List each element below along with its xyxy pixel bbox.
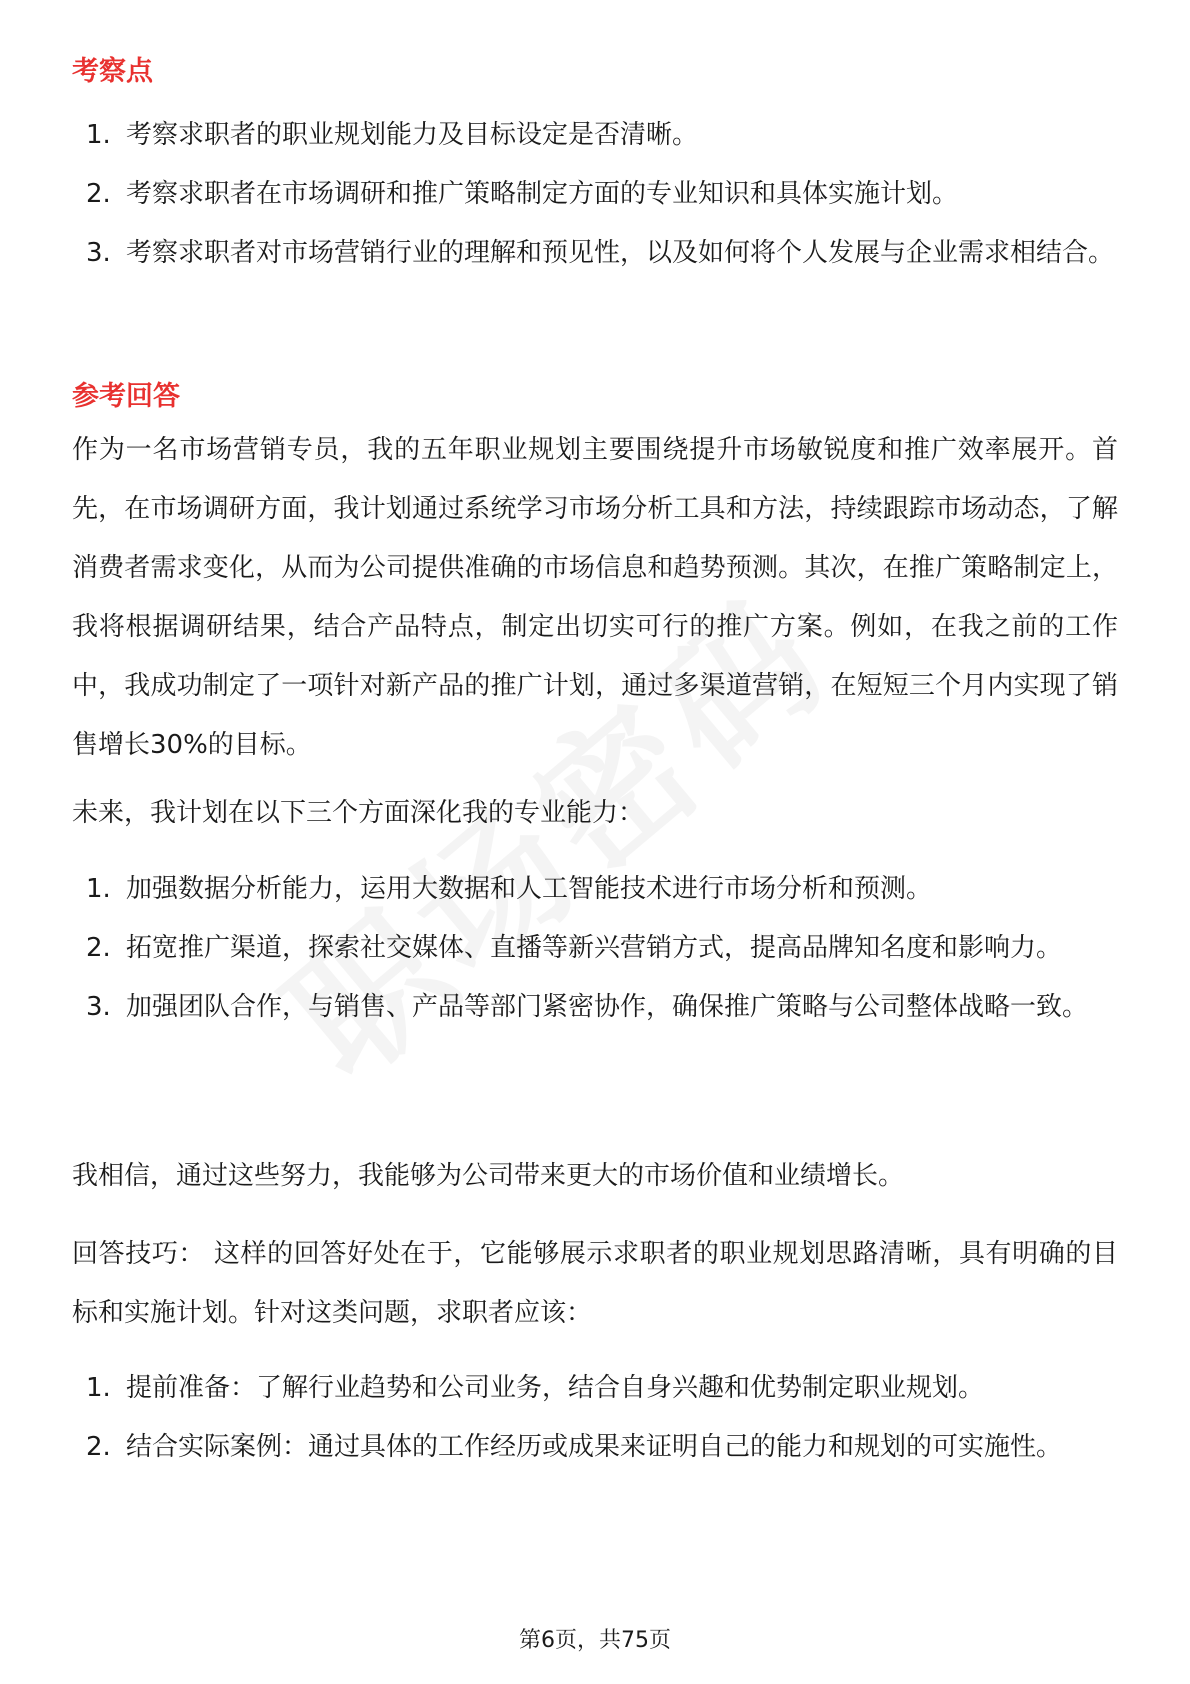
list-item [72, 106, 1118, 165]
list-number: 1. [86, 1373, 111, 1403]
answer-paragraph-2: 未来，我计划在以下三个方面深化我的专业能力： [72, 798, 645, 828]
section-title-reference-answer: 参考回答 [72, 381, 180, 412]
list-item [72, 919, 1118, 978]
section-title-exam-points: 考察点 [72, 56, 153, 87]
list-item-text: 考察求职者对市场营销行业的理解和预见性，以及如何将个人发展与企业需求相结合。 [126, 238, 1115, 268]
list-item [72, 165, 1118, 224]
list-number: 3. [86, 992, 111, 1022]
list-item-text: 加强团队合作，与销售、产品等部门紧密协作，确保推广策略与公司整体战略一致。 [126, 992, 1089, 1022]
list-number: 2. [86, 1432, 111, 1462]
list-item [72, 224, 1118, 283]
list-number: 3. [86, 238, 111, 268]
answer-tips-paragraph: 回答技巧： 这样的回答好处在于，它能够展示求职者的职业规划思路清晰，具有明确的目标和实施计划。针对这类问题，求职者应该： [72, 1239, 1118, 1328]
list-item-text: 考察求职者的职业规划能力及目标设定是否清晰。 [126, 120, 699, 150]
answer-paragraph-1: 作为一名市场营销专员，我的五年职业规划主要围绕提升市场敏锐度和推广效率展开。首先，在市场调研方面，我计划通过系统学习市场分析工具和方法，持续跟踪市场动态，了解消费者需求变化，从而为公司提供准确的市场信息和趋势预测。其次，在推广策略制定上，我将根据调研结果，结合产品特点，制定出切实可行的推广方案。例如，在我之前的工作中，我成功制定了一项针对新产品的推广计划，通过多渠道营销，在短短三个月内实现了销售增长30%的目标。 [72, 435, 1118, 760]
page-footer: 第6页，共75页 [519, 1628, 671, 1653]
list-item [72, 1359, 1118, 1418]
exam-points-list [72, 106, 1118, 283]
list-item-text: 考察求职者在市场调研和推广策略制定方面的专业知识和具体实施计划。 [126, 179, 959, 209]
tips-list [72, 1359, 1118, 1477]
list-item [72, 1418, 1118, 1477]
list-item [72, 978, 1118, 1037]
list-item-text: 结合实际案例：通过具体的工作经历或成果来证明自己的能力和规划的可实施性。 [126, 1432, 1063, 1462]
list-number: 1. [86, 120, 111, 150]
list-item-text: 提前准备：了解行业趋势和公司业务，结合自身兴趣和优势制定职业规划。 [126, 1373, 985, 1403]
future-plans-list [72, 860, 1118, 1037]
answer-paragraph-3: 我相信，通过这些努力，我能够为公司带来更大的市场价值和业绩增长。 [72, 1161, 905, 1191]
list-number: 2. [86, 933, 111, 963]
list-item [72, 860, 1118, 919]
list-item-text: 拓宽推广渠道，探索社交媒体、直播等新兴营销方式，提高品牌知名度和影响力。 [126, 933, 1063, 963]
list-item-text: 加强数据分析能力，运用大数据和人工智能技术进行市场分析和预测。 [126, 874, 933, 904]
list-number: 2. [86, 179, 111, 209]
list-number: 1. [86, 874, 111, 904]
